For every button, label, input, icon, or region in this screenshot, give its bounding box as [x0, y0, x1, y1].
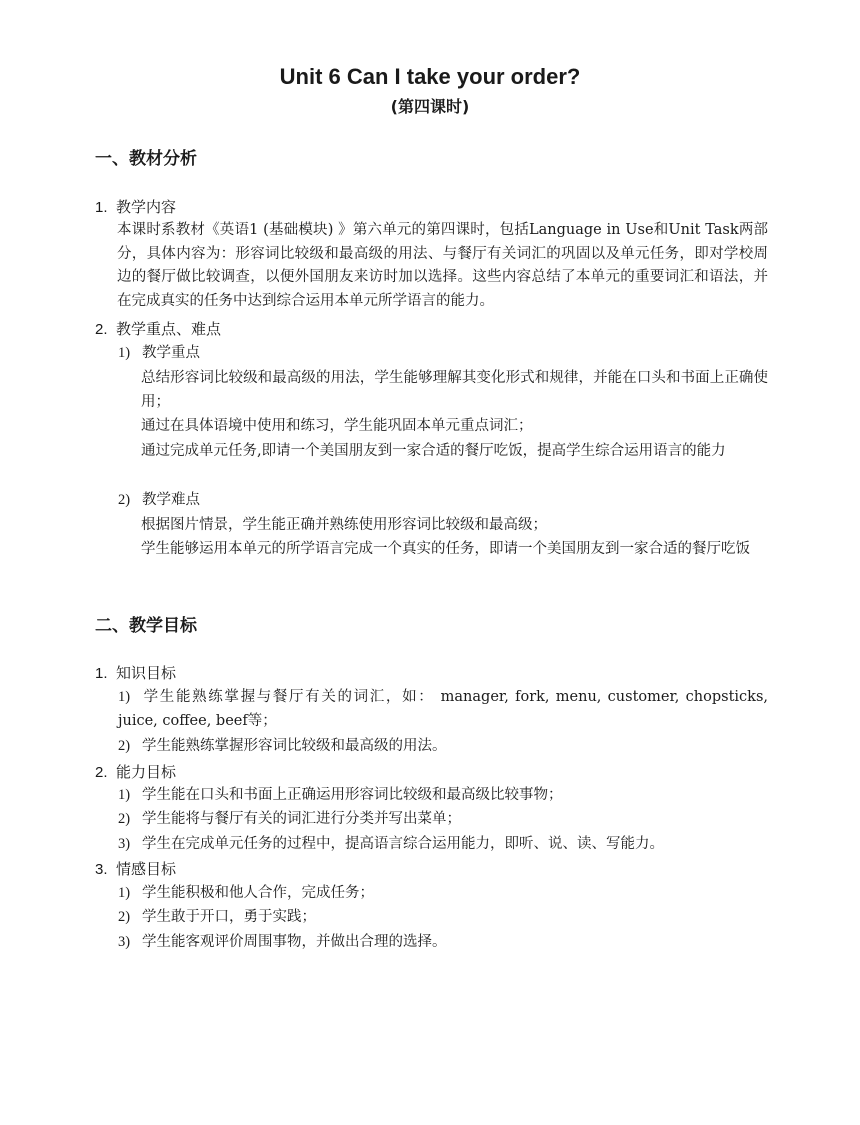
- item-number: 3.: [95, 861, 108, 878]
- list-item: [118, 906, 768, 930]
- sub-heading-difficulties: [118, 489, 200, 511]
- list-text: 学生能将与餐厅有关的词汇进行分类并写出菜单；: [142, 811, 461, 827]
- item-label: 能力目标: [116, 763, 177, 781]
- list-number: 3): [118, 836, 131, 852]
- list-number: 1): [118, 787, 131, 803]
- list-item: [118, 931, 768, 955]
- key-point-2: 通过在具体语境中使用和练习，学生能巩固本单元重点词汇；: [141, 418, 533, 434]
- item-number: 1.: [95, 199, 108, 216]
- item-label: 知识目标: [116, 664, 177, 682]
- page-title: Unit 6 Can I take your order?: [279, 64, 581, 89]
- list-number: 1): [118, 689, 131, 705]
- list-number: 2): [118, 738, 131, 754]
- key-point-1: 总结形容词比较级和最高级的用法，学生能够理解其变化形式和规律，并能在口头和书面上正确使用；: [141, 370, 768, 410]
- list-number: 3): [118, 934, 131, 950]
- item-heading-content: [95, 196, 176, 219]
- list-number: 1): [118, 885, 131, 901]
- sub-number: 2): [118, 492, 131, 508]
- list-text: 学生能客观评价周围事物，并做出合理的选择。: [142, 934, 447, 950]
- list-text: 学生在完成单元任务的过程中，提高语言综合运用能力，即听、说、读、写能力。: [142, 836, 664, 852]
- item-heading-emotion: [95, 858, 176, 881]
- item-label: 教学重点、难点: [116, 320, 222, 338]
- list-item: [118, 882, 768, 906]
- sub-number: 1): [118, 345, 131, 361]
- list-item: [118, 808, 768, 832]
- sub-label: 教学重点: [142, 345, 200, 361]
- item-number: 2.: [95, 764, 108, 781]
- list-text: 学生能熟练掌握形容词比较级和最高级的用法。: [142, 738, 447, 754]
- item-heading-key-points: [95, 318, 221, 341]
- list-text: 学生敢于开口，勇于实践；: [142, 909, 316, 925]
- list-number: 2): [118, 909, 131, 925]
- item-label: 情感目标: [116, 860, 177, 878]
- difficulty-point-1: 根据图片情景，学生能正确并熟练使用形容词比较级和最高级；: [141, 517, 547, 533]
- difficulty-point-2: 学生能够运用本单元的所学语言完成一个真实的任务，即请一个美国朋友到一家合适的餐厅吃饭: [141, 541, 750, 557]
- list-text: 学生能积极和他人合作，完成任务；: [142, 885, 374, 901]
- item-heading-knowledge: [95, 662, 176, 685]
- list-text: 学生能在口头和书面上正确运用形容词比较级和最高级比较事物；: [142, 787, 563, 803]
- list-item: [118, 735, 768, 759]
- list-text: 学生能熟练掌握与餐厅有关的词汇，如： manager, fork, menu, customer, chopsticks, juice, coffee, beef等；: [118, 689, 768, 729]
- item-number: 2.: [95, 321, 108, 338]
- item-number: 1.: [95, 665, 108, 682]
- item-heading-ability: [95, 761, 176, 784]
- list-item: [118, 833, 768, 857]
- list-number: 2): [118, 811, 131, 827]
- section-heading-analysis: 一、教材分析: [95, 149, 197, 169]
- sub-label: 教学难点: [142, 492, 200, 508]
- content-paragraph: 本课时系教材《英语1 (基础模块) 》第六单元的第四课时，包括Language in Use和Unit Task两部分，具体内容为：形容词比较级和最高级的用法、与餐厅有关词汇的巩固以及单元任务，即对学校周边的餐厅做比较调查，以便外国朋友来访时加以选择。这些内容总结了本单元的重要词汇和语法，并在完成真实的任务中达到综合运用本单元所学语言的能力。: [117, 222, 768, 309]
- key-point-3: 通过完成单元任务,即请一个美国朋友到一家合适的餐厅吃饭，提高学生综合运用语言的能力: [141, 443, 726, 459]
- page-subtitle: (第四课时): [390, 97, 470, 116]
- section-heading-objectives: 二、教学目标: [95, 616, 197, 636]
- list-item: [118, 784, 768, 808]
- sub-heading-key-points: [118, 342, 200, 364]
- list-item: [118, 686, 768, 733]
- item-label: 教学内容: [116, 198, 177, 216]
